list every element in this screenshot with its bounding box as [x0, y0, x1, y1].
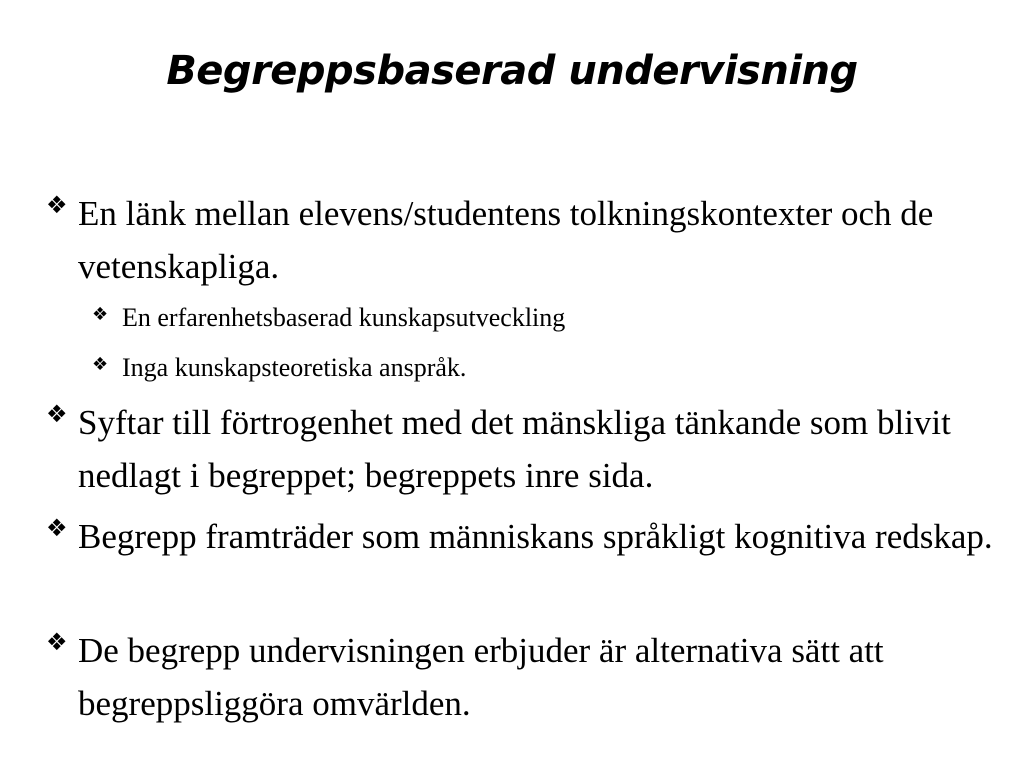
bullet-item — [46, 624, 1021, 730]
diamond-bullet-icon: ❖ — [46, 514, 68, 542]
bullet-item — [46, 510, 1021, 563]
diamond-bullet-icon: ❖ — [46, 628, 68, 656]
sub-bullet-text: Inga kunskapsteoretiska anspråk. — [122, 353, 467, 382]
bullet-item — [46, 396, 1021, 502]
diamond-bullet-icon: ❖ — [46, 191, 68, 219]
sub-bullet-item — [92, 299, 992, 337]
bullet-text: De begrepp undervisningen erbjuder är alternativa sätt att begreppsliggöra omvärlden. — [78, 631, 884, 723]
bullet-text: Syftar till förtrogenhet med det mänskliga tänkande som blivit nedlagt i begreppet; begreppets inre sida. — [78, 403, 951, 495]
sub-bullet-item — [92, 349, 992, 387]
diamond-bullet-icon: ❖ — [92, 354, 109, 375]
bullet-text: Begrepp framträder som människans språkligt kognitiva redskap. — [78, 517, 993, 556]
sub-bullet-text: En erfarenhetsbaserad kunskapsutveckling — [122, 303, 566, 332]
slide-title: Begreppsbaserad undervisning — [166, 48, 858, 94]
bullet-text: En länk mellan elevens/studentens tolkningskontexter och de vetenskapliga. — [78, 194, 934, 286]
bullet-item — [46, 187, 1021, 293]
diamond-bullet-icon: ❖ — [46, 400, 68, 428]
diamond-bullet-icon: ❖ — [92, 304, 109, 325]
